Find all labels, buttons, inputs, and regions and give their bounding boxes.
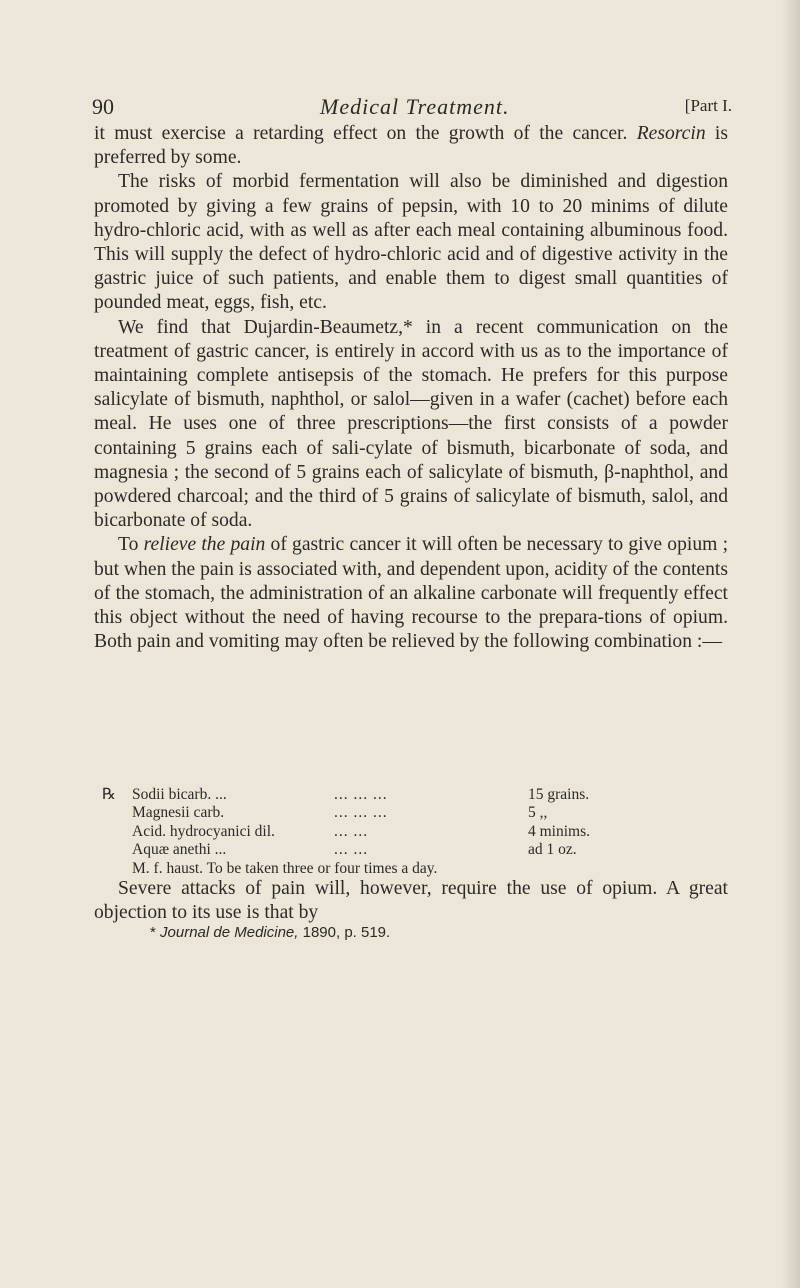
main-text bbox=[94, 122, 728, 654]
leader-dots: ... ... bbox=[334, 841, 369, 859]
part-reference: [Part I. bbox=[684, 96, 732, 115]
footnote bbox=[150, 924, 390, 941]
leader-dots: ... ... ... bbox=[334, 804, 388, 822]
drug-name: Acid. hydrocyanici dil. bbox=[132, 822, 275, 840]
paragraph bbox=[94, 122, 728, 170]
prescription-row bbox=[102, 841, 722, 859]
paragraph bbox=[94, 533, 728, 654]
drug-quantity: 5 ,, bbox=[528, 804, 548, 822]
footnote-marker: * bbox=[150, 924, 156, 941]
italic-phrase: relieve the pain bbox=[143, 534, 266, 556]
leader-dots: ... ... bbox=[334, 822, 369, 840]
drug-quantity: 15 grains. bbox=[528, 786, 590, 803]
running-header bbox=[92, 94, 732, 124]
text-run: it must exercise a retarding effect on the growth of the cancer. bbox=[94, 123, 637, 144]
text-run: of gastric cancer it will often be necessary to give opium ; but when the pain is associated with, and dependent upon, acidity of the contents of the stomach, the administration of an alkaline carbonate will frequently effect this object without the need of having recourse to the prepara-tions of opium. Both pain and vomiting may often be relieved by the following combination :— bbox=[94, 534, 729, 653]
footnote-detail: 1890, p. 519. bbox=[302, 924, 391, 941]
prescription bbox=[102, 786, 722, 878]
leader-dots: ... ... ... bbox=[334, 786, 388, 803]
prescription-directions: M. f. haust. To be taken three or four times a day. bbox=[132, 859, 438, 877]
recipe-symbol: ℞ bbox=[102, 786, 116, 803]
prescription-row bbox=[102, 804, 722, 822]
drug-name: Sodii bicarb. ... bbox=[132, 786, 227, 803]
prescription-row bbox=[102, 823, 722, 841]
text-run: The risks of morbid fermentation will also be diminished and digestion promoted by giving a few grains of pepsin, with 10 to 20 minims of dilute hydro-chloric acid, with as well as after each meal containing albuminous food. This will supply the defect of hydro-chloric acid and of digestive activity in the gastric juice of such patients, and enable them to digest small quantities of pounded meat, eggs, fish, etc. bbox=[94, 171, 728, 314]
drug-name: Magnesii carb. bbox=[132, 804, 225, 822]
text-run: To bbox=[118, 534, 144, 556]
paragraph bbox=[94, 170, 728, 315]
footnote-source: Journal de Medicine, bbox=[160, 924, 299, 941]
text-run: is preferred by some. bbox=[94, 123, 728, 169]
italic-phrase: Resorcin bbox=[636, 123, 706, 144]
paragraph bbox=[94, 316, 728, 534]
page-edge-shadow bbox=[782, 0, 800, 1288]
page-number: 90 bbox=[92, 94, 114, 119]
drug-quantity: 4 minims. bbox=[528, 822, 591, 840]
drug-name: Aquæ anethi ... bbox=[132, 841, 227, 859]
closing-paragraph: Severe attacks of pain will, however, require the use of opium. A great objection to its use is that by bbox=[94, 878, 728, 924]
drug-quantity: ad 1 oz. bbox=[528, 841, 577, 859]
running-title: Medical Treatment. bbox=[320, 94, 510, 119]
prescription-row bbox=[102, 786, 722, 804]
text-run: We find that Dujardin-Beaumetz,* in a recent communication on the treatment of gastric cancer, is entirely in accord with us as to the importance of maintaining complete antisepsis of the stomach. He prefers for this purpose salicylate of bismuth, naphthol, or salol—given in a wafer (cachet) before each meal. He uses one of three prescriptions—the first consists of a powder containing 5 grains each of sali-cylate of bismuth, bicarbonate of soda, and magnesia ; the second of 5 grains each of salicylate of bismuth, β-naphthol, and powdered charcoal; and the third of 5 grains of salicylate of bismuth, salol, and bicarbonate of soda. bbox=[94, 316, 728, 532]
